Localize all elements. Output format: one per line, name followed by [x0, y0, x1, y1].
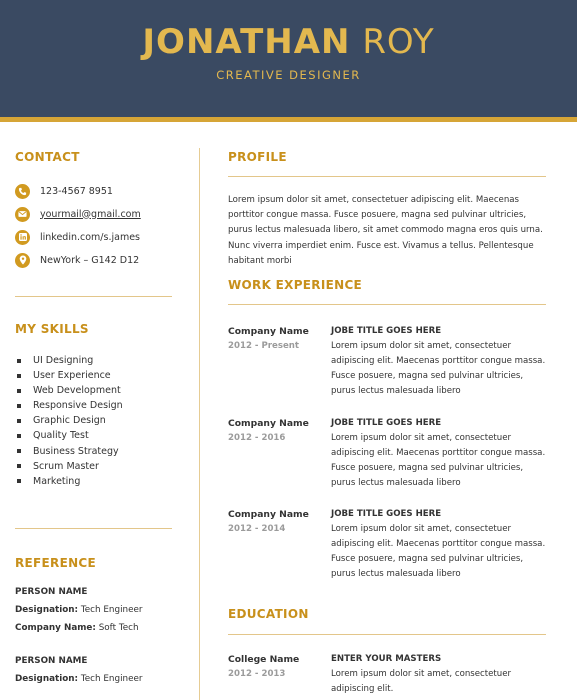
skill-item: UI Designing	[17, 353, 123, 368]
job-dates: 2012 - 2016	[228, 433, 286, 443]
skill-item: Quality Test	[17, 428, 123, 443]
contact-location	[15, 252, 139, 268]
bullet-icon	[17, 359, 21, 363]
job-company: Company Name	[228, 326, 309, 337]
skill-item: Scrum Master	[17, 459, 123, 474]
skill-item: Marketing	[17, 474, 123, 489]
profile-paragraph: Lorem ipsum dolor sit amet, consectetuer adipiscing elit. Maecenas porttitor congue massa. Fusce posuere, magna sed pulvinar ultricies, purus lectus malesuada libero, sit amet commodo magna eros quis urna. Nunc viverra imperdiet enim. Fusce est. Vivamus a tellus. Pellentesque habitant morbi	[228, 195, 543, 266]
email-link[interactable]: yourmail@gmail.com	[40, 208, 141, 220]
skills-divider	[15, 528, 172, 529]
column-divider	[199, 148, 200, 700]
reference-name: PERSON NAME	[15, 587, 88, 597]
linkedin-text[interactable]: linkedin.com/s.james	[40, 231, 140, 243]
job-description: Lorem ipsum dolor sit amet, consectetuer adipiscing elit. Maecenas porttitor congue massa. Fusce posuere, magna sed pulvinar ultricies, purus lectus malesuada libero	[331, 433, 546, 488]
education-degree: ENTER YOUR MASTERS	[331, 654, 442, 664]
work-divider	[228, 304, 546, 305]
education-divider	[228, 634, 546, 635]
job-company: Company Name	[228, 418, 309, 429]
job-title-subtitle: CREATIVE DESIGNER	[216, 68, 361, 82]
bullet-icon	[17, 449, 21, 453]
header-accent-stripe	[0, 117, 577, 122]
job-title: JOBE TITLE GOES HERE	[331, 509, 442, 519]
bullet-icon	[17, 389, 21, 393]
skill-item: Web Development	[17, 383, 123, 398]
job-dates: 2012 - Present	[228, 341, 300, 351]
bullet-icon	[17, 404, 21, 408]
candidate-name	[0, 22, 577, 62]
contact-heading: CONTACT	[15, 150, 80, 164]
bullet-icon	[17, 464, 21, 468]
reference-designation: Designation: Tech Engineer	[15, 605, 143, 615]
first-name: JONATHAN	[142, 22, 351, 62]
bullet-icon	[17, 479, 21, 483]
job-description: Lorem ipsum dolor sit amet, consectetuer adipiscing elit. Maecenas porttitor congue massa. Fusce posuere, magna sed pulvinar ultricies, purus lectus malesuada libero	[331, 524, 546, 579]
job-description: Lorem ipsum dolor sit amet, consectetuer adipiscing elit. Maecenas porttitor congue massa. Fusce posuere, magna sed pulvinar ultricies, purus lectus malesuada libero	[331, 341, 546, 396]
contact-divider	[15, 296, 172, 297]
job-title: JOBE TITLE GOES HERE	[331, 418, 442, 428]
bullet-icon	[17, 434, 21, 438]
job-title: JOBE TITLE GOES HERE	[331, 326, 442, 336]
skills-list	[17, 353, 123, 489]
contact-email[interactable]	[15, 206, 141, 222]
location-pin-icon	[15, 253, 30, 268]
profile-heading: PROFILE	[228, 150, 287, 164]
linkedin-icon	[15, 230, 30, 245]
skill-item: User Experience	[17, 368, 123, 383]
last-name: ROY	[362, 22, 435, 62]
bullet-icon	[17, 374, 21, 378]
profile-divider	[228, 176, 546, 177]
bullet-icon	[17, 419, 21, 423]
phone-icon	[15, 184, 30, 199]
location-text: NewYork – G142 D12	[40, 254, 140, 266]
education-description: Lorem ipsum dolor sit amet, consectetuer adipiscing elit.	[331, 669, 512, 694]
education-school: College Name	[228, 654, 300, 665]
mail-icon	[15, 207, 30, 222]
reference-company: Company Name: Soft Tech	[15, 623, 139, 633]
reference-designation: Designation: Tech Engineer	[15, 674, 143, 684]
skills-heading: MY SKILLS	[15, 322, 89, 336]
education-heading: EDUCATION	[228, 607, 309, 621]
reference-name: PERSON NAME	[15, 656, 88, 666]
contact-linkedin[interactable]	[15, 229, 140, 245]
job-company: Company Name	[228, 509, 309, 520]
education-dates: 2012 - 2013	[228, 669, 286, 679]
skill-item: Graphic Design	[17, 413, 123, 428]
skill-item: Business Strategy	[17, 444, 123, 459]
work-heading: WORK EXPERIENCE	[228, 278, 363, 292]
job-dates: 2012 - 2014	[228, 524, 286, 534]
phone-text: 123-4567 8951	[40, 185, 113, 197]
skill-item: Responsive Design	[17, 398, 123, 413]
contact-phone	[15, 183, 113, 199]
reference-heading: REFERENCE	[15, 556, 97, 570]
